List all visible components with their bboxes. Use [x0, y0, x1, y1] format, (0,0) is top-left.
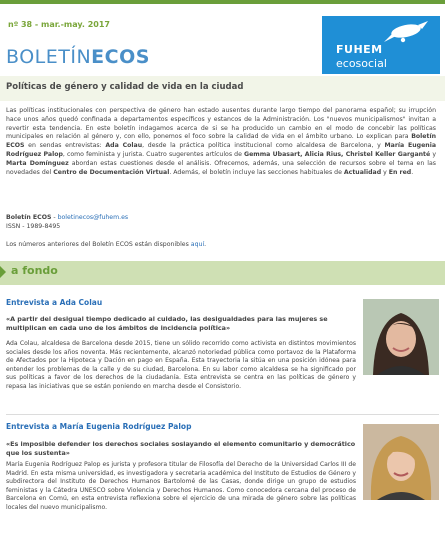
contact-email-link[interactable]: boletinecos@fuhem.es	[57, 214, 129, 221]
previous-issues-note	[6, 241, 206, 248]
fuhem-logo[interactable]	[322, 16, 440, 74]
previous-issues-link[interactable]: aquí	[190, 241, 205, 248]
fuhem-bird-icon	[380, 20, 432, 46]
interview2-photo[interactable]	[363, 424, 439, 500]
intro-text: . Además, el boletín incluye las secciones habituales de	[169, 168, 344, 176]
issue-label: nº 38 - mar.-may. 2017	[8, 20, 110, 29]
contact-name: Boletín ECOS	[6, 214, 52, 221]
intro-paragraph	[6, 107, 436, 177]
intro-bold: Ada Colau	[105, 142, 143, 150]
intro-text: .	[411, 168, 414, 176]
fuhem-name: FUHEM	[336, 43, 383, 56]
intro-bold: Centro de Documentación Virtual	[53, 168, 170, 176]
section-arrow-icon	[0, 266, 6, 278]
intro-bold: Gemma Ubasart, Alicia Rius, Christel Keller Garganté	[244, 150, 431, 158]
contact-block	[6, 213, 128, 231]
logo-title-bold: ECOS	[91, 46, 150, 68]
intro-text: , como feminista y jurista. Cuatro sugerentes artículos de	[62, 150, 245, 158]
section-bar	[0, 261, 445, 285]
section-title: a fondo	[11, 264, 58, 277]
issn-label: ISSN - 1989-8495	[6, 223, 61, 230]
intro-text: en sendas entrevistas:	[24, 142, 106, 150]
intro-text: abordan estas cuestiones desde el análisis. Ofrecemos, además, una selección de recursos sobre el tema en las novedades del	[6, 159, 436, 176]
intro-bold: María Eugenia Rodríguez Palop	[6, 142, 436, 158]
header	[0, 4, 445, 76]
previous-end: .	[204, 241, 207, 248]
intro-bold: En red	[388, 168, 412, 176]
intro-text: Las políticas institucionales con perspectiva de género han estado ausentes durante largo tiempo del panorama español; su irrupción hace unos años quedó confinada a departamentos específicos y estancos de la Administración. Los "nuevos municipalismos" invitan a revertir esta tendencia. En este boletín indagamos acerca de si se ha producido un cambio en el modo de concebir las políticas municipales en relación al género y, con ello, ponemos el foco sobre la calidad de vida en el ámbito urbano. Lo explican para	[6, 107, 436, 141]
interview1-photo[interactable]	[363, 299, 439, 375]
intro-text: y	[430, 150, 436, 158]
fuhem-subtitle: ecosocial	[336, 57, 387, 70]
intro-bold: Boletín ECOS	[6, 133, 436, 150]
logo-title-light: BOLETÍN	[6, 46, 92, 68]
interview2-quote: «Es imposible defender los derechos sociales soslayando el elemento comunitario y democrático que los sustenta»	[6, 440, 356, 457]
intro-text: , desde la práctica política institucional como alcaldesa de Barcelona, y	[142, 142, 385, 150]
contact-separator: -	[51, 214, 58, 221]
interview1-quote: «A partir del desigual tiempo dedicado al cuidado, las desigualdades para las mujeres se multiplican en cada uno de los ámbitos de incidencia política»	[6, 315, 328, 332]
interview1-body: Ada Colau, alcaldesa de Barcelona desde 2015, tiene un sólido recorrido como activista en distintos movimientos sociales desde los años noventa. Más recientemente, alcanzó notoriedad pública como portavoz de la Plataforma de Afectados por la Hipoteca y Dación en pago en España. Esta trayectoria la sitúa en una posición idónea para entender los problemas de la calle y de su ciudad, Barcelona. En su labor como alcaldesa se ha significado por sus políticas a favor de los derechos de la ciudadanía. Esta entrevista se centra en las políticas de género y repasa las iniciativas que se están poniendo en marcha desde el Consistorio.	[6, 340, 356, 390]
intro-bold: Marta Domínguez	[6, 159, 69, 167]
intro-bold: Actualidad	[343, 168, 382, 176]
previous-text: Los números anteriores del Boletín ECOS están disponibles	[6, 241, 191, 248]
interview1-title[interactable]: Entrevista a Ada Colau	[6, 298, 103, 307]
interview2-title[interactable]: Entrevista a María Eugenia Rodríguez Palop	[6, 422, 192, 431]
section-divider	[6, 414, 439, 415]
main-title: Políticas de género y calidad de vida en la ciudad	[6, 82, 244, 92]
intro-text: y	[381, 168, 389, 176]
portrait-maria-eugenia-icon	[363, 424, 439, 500]
bulletin-logo[interactable]	[6, 46, 150, 68]
interview2-body: María Eugenia Rodríguez Palop es jurista y profesora titular de Filosofía del Derecho de la Universidad Carlos III de Madrid. En esta misma universidad, es investigadora y secretaria académica del Instituto de Estudios de Género y subdirectora del Instituto de Derechos Humanos Bartolomé de las Casas, donde dirige un grupo de estudios feministas y la Cátedra UNESCO sobre Violencia y Derechos Humanos. Como conocedora cercana del proceso de Barcelona en Comú, en esta entrevista reflexiona sobre el ejercicio de una mirada de género sobre las políticas locales del nuevo municipalismo.	[6, 461, 356, 511]
portrait-ada-colau-icon	[363, 299, 439, 375]
